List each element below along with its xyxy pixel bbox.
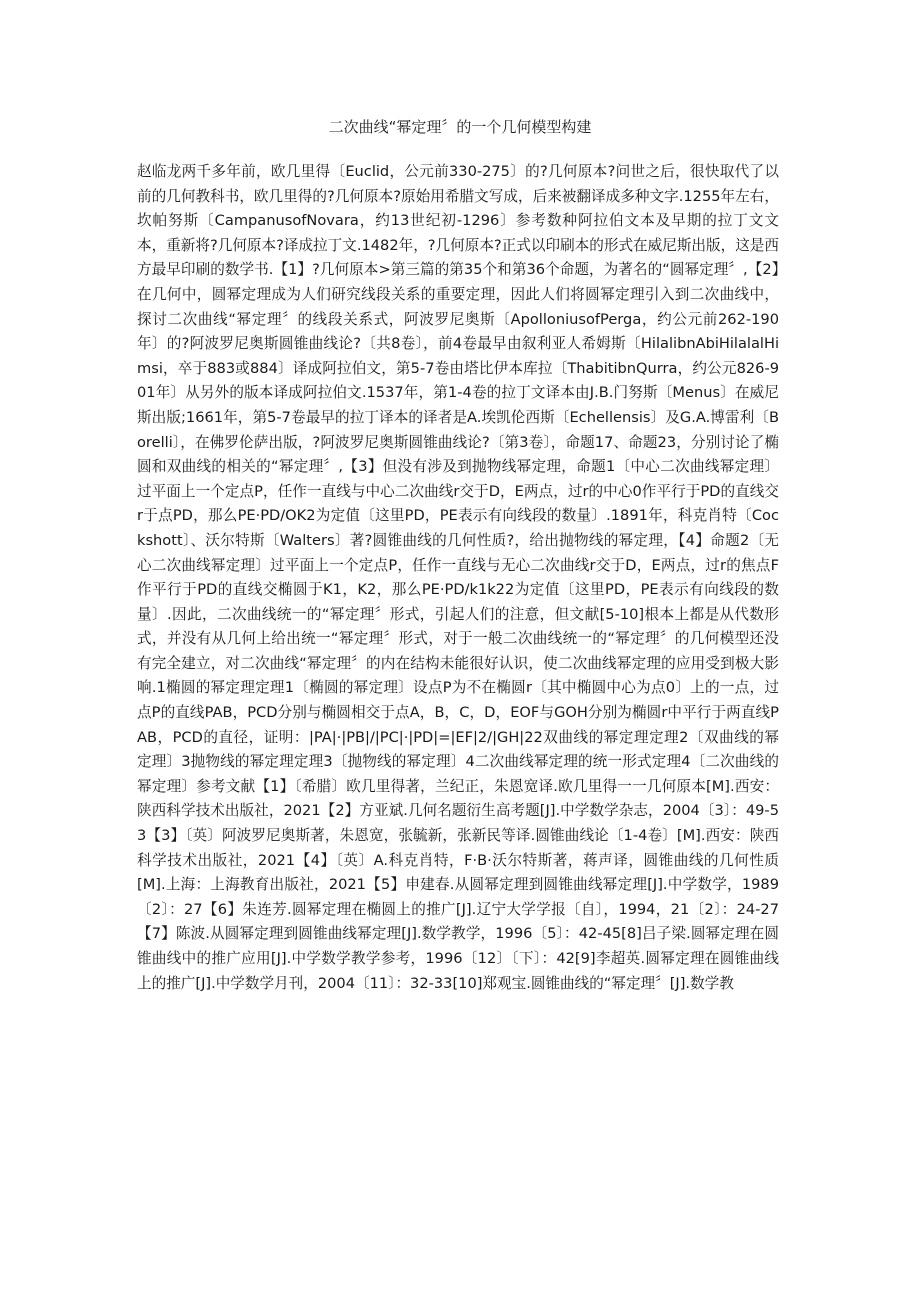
document-body-text: 赵临龙两千多年前，欧几里得〔Euclid，公元前330-275〕的?几何原本?问世之后，很快取代了以前的几何教科书，欧几里得的?几何原本?原始用希腊文写成，后来被翻译成多种文字.1255年左右，坎帕努斯〔CampanusofNovara，约13世纪初-1296〕参考数种阿拉伯文本及早期的拉丁文文本，重新将?几何原本?译成拉丁文.1482年，?几何原本?正式以印刷本的形式在威尼斯出版，这是西方最早印刷的数学书.【1】?几何原本>第三篇的第35个和第36个命题，为著名的“圆幂定理〞,【2】在几何中，圆幂定理成为人们研究线段关系的重要定理，因此人们将圆幂定理引入到二次曲线中，探讨二次曲线“幂定理〞的线段关系式，阿波罗尼奥斯〔ApolloniusofPerga，约公元前262-190年〕的?阿波罗尼奥斯圆锥曲线论?〔共8卷〕，前4卷最早由叙利亚人希姆斯〔HilalibnAbiHilalalHimsi，卒于883或884〕译成阿拉伯文，第5-7卷由塔比伊本库拉〔ThabitibnQurra，约公元826-901年〕从另外的版本译成阿拉伯文.1537年，第1-4卷的拉丁文译本由J.B.门努斯〔Menus〕在威尼斯出版;1661年，第5-7卷最早的拉丁译本的译者是A.埃凯伦西斯〔Echellensis〕及G.A.博雷利〔Borelli〕，在佛罗伦萨出版，?阿波罗尼奥斯圆锥曲线论?〔第3卷〕，命题17、命题23，分别讨论了椭圆和双曲线的相关的“幂定理〞,【3】但没有涉及到抛物线幂定理，命题1〔中心二次曲线幂定理〕过平面上一个定点P，任作一直线与中心二次曲线r交于D，E两点，过r的中心0作平行于PD的直线交r于点PD，那么PE·PD/OK2为定值〔这里PD，PE表示有向线段的数量〕.1891年，科克肖特〔Cockshott〕、沃尔特斯〔Walters〕著?圆锥曲线的几何性质?，给出抛物线的幂定理，【4】命题2〔无心二次曲线幂定理〕过平面上一个定点P，任作一直线与无心二次曲线r交于D，E两点，过r的焦点F作平行于PD的直线交椭圆于K1，K2，那么PE·PD/k1k22为定值〔这里PD，PE表示有向线段的数量〕.因此，二次曲线统一的“幂定理〞形式，引起人们的注意，但文献[5-10]根本上都是从代数形式，并没有从几何上给出统一“幂定理〞形式，对于一般二次曲线统一的“幂定理〞的几何模型还没有完全建立，对二次曲线“幂定理〞的内在结构未能很好认识，使二次曲线幂定理的应用受到极大影响.1椭圆的幂定理定理1〔椭圆的幂定理〕设点P为不在椭圆r〔其中椭圆中心为点0〕上的一点，过点P的直线PAB，PCD分别与椭圆相交于点A，B，C，D，EOF与GOH分别为椭圆r中平行于两直线PAB，PCD的直径，证明：|PA|·|PB|/|PC|·|PD|=|EF|2/|GH|22双曲线的幂定理定理2〔双曲线的幂定理〕3抛物线的幂定理定理3〔抛物线的幂定理〕4二次曲线幂定理的统一形式定理4〔二次曲线的幂定理〕参考文献【1】〔希腊〕欧几里得著，兰纪正，朱恩宽译.欧几里得一一几何原本[M].西安：陕西科学技术出版社，2021【2】方亚斌.几何名题衍生高考题[J].中学数学杂志，2004〔3〕：49-53【3】〔英〕阿波罗尼奥斯著，朱恩宽，张毓新，张新民等译.圆锥曲线论〔1-4卷〕[M].西安：陕西科学技术出版社，2021【4】〔英〕A.科克肖特，F·B·沃尔特斯著，蒋声译，圆锥曲线的几何性质[M].上海：上海教育出版社，2021【5】申建春.从圆幂定理到圆锥曲线幂定理[J].中学数学，1989〔2〕：27【6】朱连芳.圆幂定理在椭圆上的推广[J].辽宁大学学报〔自〕，1994，21〔2〕：24-27【7】陈波.从圆幂定理到圆锥曲线幂定理[J].数学教学，1996〔5〕：42-45[8]吕子梁.圆幂定理在圆锥曲线中的推广应用[J].中学数学教学参考，1996〔12〕〔下〕：42[9]李超英.圆幂定理在圆锥曲线上的推广[J].中学数学月刊，2004〔11〕：32-33[10]郑观宝.圆锥曲线的“幂定理〞[J].数学教 xyxy=(137,163,779,992)
document-title: 二次曲线“幂定理〞的一个几何模型构建 xyxy=(328,118,592,136)
